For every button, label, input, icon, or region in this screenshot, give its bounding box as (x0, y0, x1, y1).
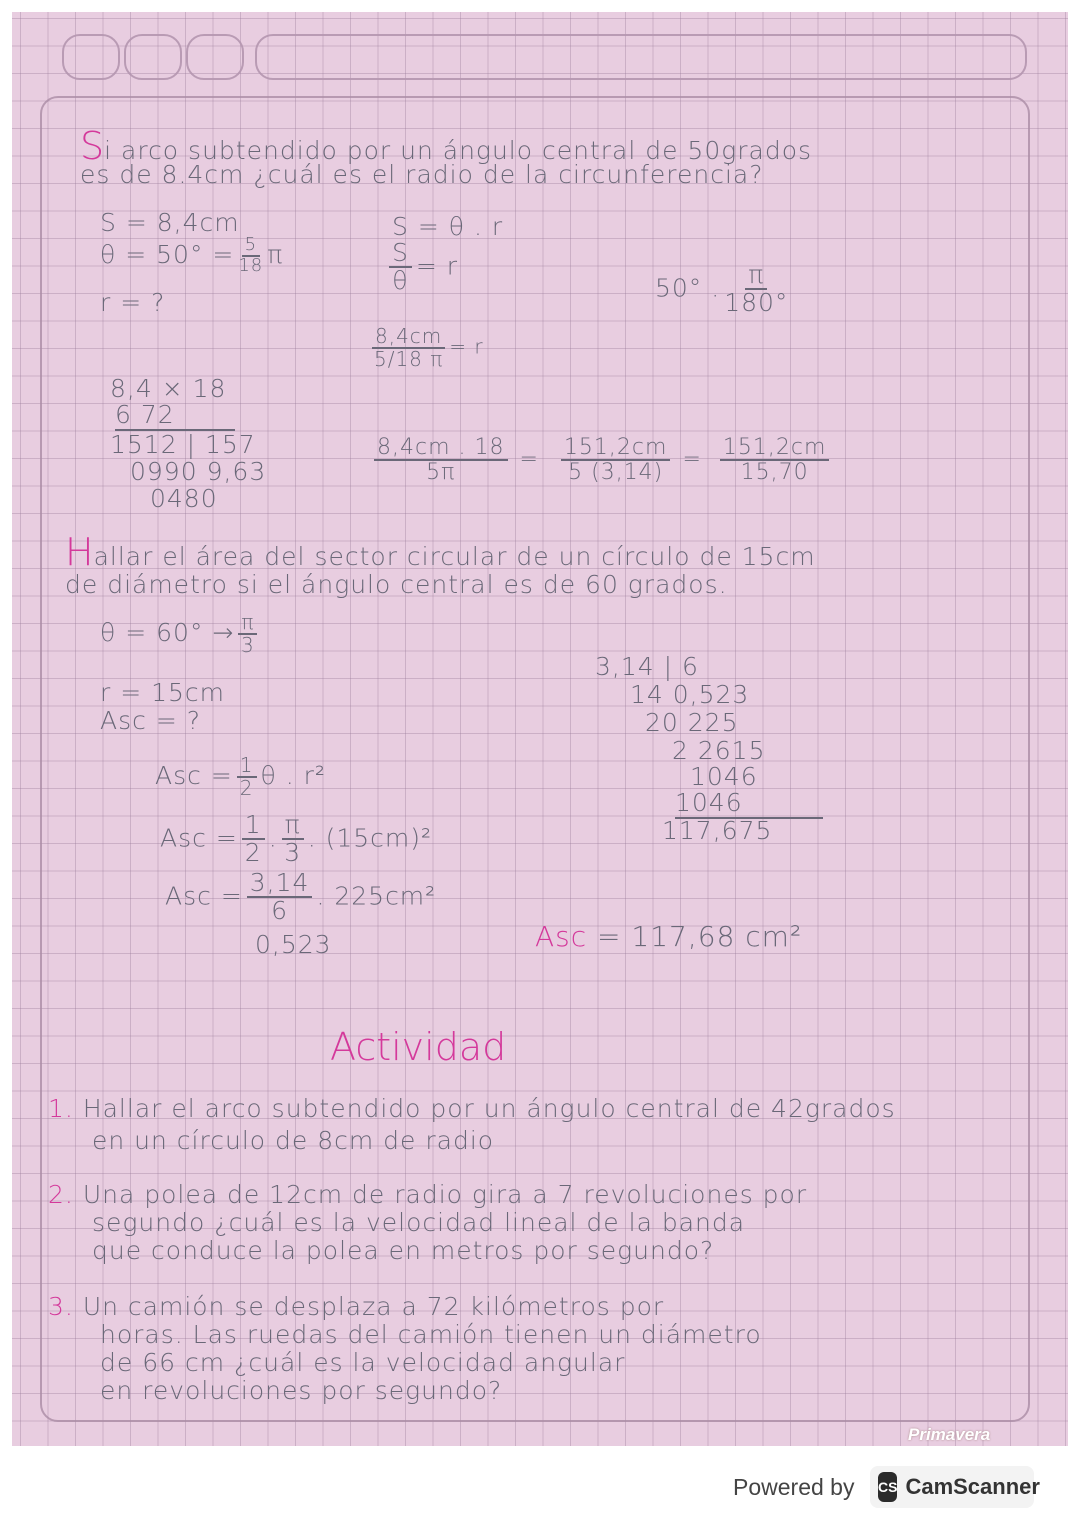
div-row: 0480 (150, 484, 218, 513)
given-angle: θ = 60° → $\frac{\pi}{3}$ (100, 612, 261, 656)
division-row: 20 225 (645, 708, 739, 737)
arc-formula: S = θ . r (392, 212, 504, 241)
area-step: Asc = $\frac{3,14}{6}$ . 225cm² (165, 868, 437, 926)
given-radius: r = 15cm (100, 678, 226, 707)
activity-item-1: 1. Hallar el arco subtendido por un ángulo central de 42grados (48, 1094, 896, 1123)
activity-item-1-line: en un círculo de 8cm de radio (92, 1126, 495, 1155)
solve-radius: $\frac{S}{\theta}$ = r (385, 240, 458, 295)
mult-row: 8,4 × 18 (110, 374, 227, 403)
problem2-line2: de diámetro si el ángulo central es de 60 grados. (65, 570, 728, 599)
area-answer: Asc = 117,68 cm² (535, 920, 803, 953)
area-quotient: 0,523 (255, 930, 332, 959)
activity-item-3: 3. Un camión se desplaza a 72 kilómetros por (48, 1292, 665, 1321)
notebook-brand-logo: Primavera (908, 1425, 991, 1444)
given-angle: θ = 50° = $\frac{5}{18}$ π (100, 234, 284, 276)
activity-title: Actividad (330, 1025, 507, 1069)
division-row: 14 0,523 (630, 680, 750, 709)
camscanner-name: CamScanner (905, 1474, 1040, 1499)
unknown-radius: r = ? (100, 288, 166, 317)
problem1-line2: es de 8.4cm ¿cuál es el radio de la circunferencia? (80, 160, 764, 189)
degree-conversion: 50° . $\frac{\pi}{180^\circ}$ (655, 260, 789, 318)
activity-item-3-line: de 66 cm ¿cuál es la velocidad angular (100, 1348, 626, 1377)
area-substitution: Asc = $\frac{1}{2}$ . $\frac{\pi}{3}$ . (15cm)² (160, 810, 433, 868)
division-row: 1046 (675, 788, 823, 819)
mult-row: 6 72 (115, 400, 235, 431)
substitution: $\frac{8,4cm}{5/18 \pi}$ = r (373, 324, 484, 371)
activity-item-2-line: que conduce la polea en metros por segundo? (92, 1236, 715, 1265)
division-row: 3,14 | 6 (595, 652, 699, 681)
header-title-box (255, 34, 1027, 80)
activity-item-2: 2. Una polea de 12cm de radio gira a 7 revoluciones por (48, 1180, 808, 1209)
header-box (186, 34, 244, 80)
area-formula: Asc = $\frac{1}{2}$ θ . r² (155, 753, 326, 800)
header-box (62, 34, 120, 80)
activity-item-3-line: en revoluciones por segundo? (100, 1376, 503, 1405)
div-row: 1512 | 157 (110, 430, 256, 459)
powered-by-text: Powered by (733, 1474, 855, 1500)
camscanner-badge[interactable] (870, 1466, 1040, 1508)
activity-item-2-line: segundo ¿cuál es la velocidad lineal de la banda (92, 1208, 746, 1237)
header-box (124, 34, 182, 80)
unknown-area: Asc = ? (100, 706, 201, 735)
problem2-line1: Hallar el área del sector circular de un círculo de 15cm (65, 530, 816, 574)
problem1-line1: Si arco subtendido por un ángulo central de 50grados (80, 124, 813, 168)
camscanner-logo-icon: CS (878, 1472, 897, 1502)
given-arc: S = 8,4cm (100, 208, 240, 237)
division-result: 117,675 (662, 816, 773, 845)
division-row: 2 2615 (672, 736, 766, 765)
activity-item-3-line: horas. Las ruedas del camión tienen un diámetro (100, 1320, 762, 1349)
radius-calculation: $\frac{8,4cm . 18}{5\pi}$ = $\frac{151,2cm}{5 (3,14)}$ = $\frac{151,2cm}{15,70}$ (370, 436, 833, 484)
division-row: 1046 (690, 762, 758, 791)
div-row: 0990 9,63 (130, 457, 267, 486)
